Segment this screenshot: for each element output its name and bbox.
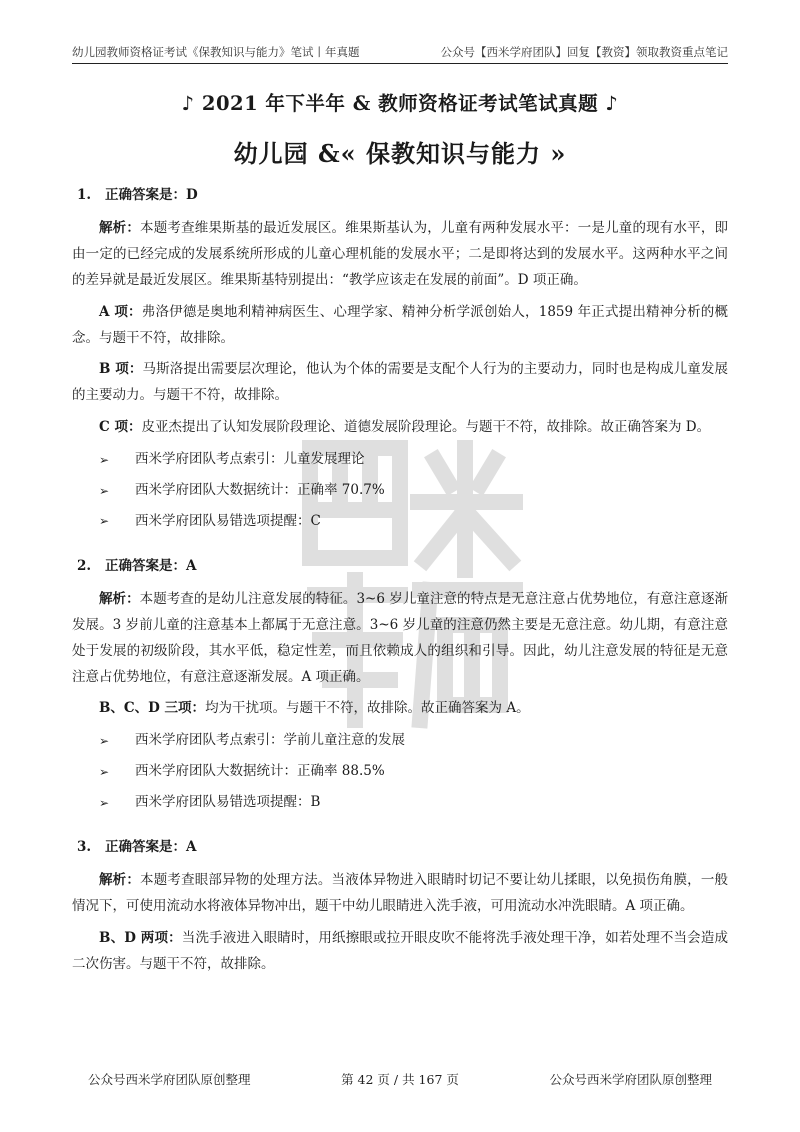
option-analysis bbox=[72, 415, 728, 441]
paragraph-lead: 解析： bbox=[99, 219, 141, 236]
answer-content bbox=[72, 183, 728, 984]
list-item bbox=[99, 509, 728, 535]
option-analysis bbox=[72, 926, 728, 978]
option-analysis bbox=[72, 357, 728, 409]
paragraph-lead: B 项： bbox=[99, 361, 143, 378]
page-footer bbox=[88, 1070, 712, 1088]
paragraph-lead: 解析： bbox=[99, 590, 140, 607]
arrowhead-icon: ➢ bbox=[99, 514, 110, 529]
list-item bbox=[99, 447, 728, 473]
page-number: 第 42 页 / 共 167 页 bbox=[341, 1072, 459, 1087]
subject-title: 幼儿园 &« 保教知识与能力 » bbox=[233, 139, 567, 168]
bullet-text: 西米学府团队大数据统计：正确率 88.5% bbox=[135, 763, 385, 780]
paragraph-text: 本题考查的是幼儿注意发展的特征。3~6 岁儿童注意的特点是无意注意占优势地位，有意注意逐渐发展。3 岁前儿童的注意基本上都属于无意注意。3~6 岁儿童的注意仍然主要是无意注意。幼儿期，有意注意处于发展的初级阶段，其水平低，稳定性差，而且依赖成人的组织和引导。因此，幼儿注意发展的特征是无意注意占优势地位，有意注意逐渐发展。A 项正确。 bbox=[72, 590, 729, 685]
paragraph-text: 当洗手液进入眼睛时，用纸擦眼或拉开眼皮吹不能将洗手液处理干净，如若处理不当会造成二次伤害。与题干不符，故排除。 bbox=[72, 929, 728, 972]
paragraph-lead: B、D 两项： bbox=[99, 929, 182, 946]
bullet-text: 西米学府团队大数据统计：正确率 70.7% bbox=[135, 482, 385, 499]
answer-heading bbox=[77, 835, 728, 861]
question-block bbox=[72, 554, 728, 816]
option-analysis bbox=[72, 300, 728, 352]
arrowhead-icon: ➢ bbox=[99, 764, 110, 779]
answer-key: 正确答案是：A bbox=[105, 839, 197, 856]
bullet-text: 西米学府团队考点索引：儿童发展理论 bbox=[135, 451, 365, 468]
arrowhead-icon: ➢ bbox=[99, 733, 110, 748]
bullet-text: 西米学府团队易错选项提醒：B bbox=[135, 794, 321, 811]
bullet-text: 西米学府团队易错选项提醒：C bbox=[135, 512, 321, 529]
answer-heading bbox=[77, 183, 728, 209]
header-right-text: 公众号【西米学府团队】回复【教资】领取教资重点笔记 bbox=[440, 45, 728, 59]
list-item bbox=[99, 728, 728, 754]
answer-heading bbox=[77, 554, 728, 580]
paragraph-text: 本题考查维果斯基的最近发展区。维果斯基认为，儿童有两种发展水平：一是儿童的现有水平，即由一定的已经完成的发展系统所形成的儿童心理机能的发展水平；二是即将达到的发展水平。这两种水平之间的差异就是最近发展区。维果斯基特别提出：“教学应该走在发展的前面”。D 项正确。 bbox=[72, 219, 729, 288]
header-left-text: 幼儿园教师资格证考试《保教知识与能力》笔试丨年真题 bbox=[72, 45, 360, 59]
arrowhead-icon: ➢ bbox=[99, 795, 110, 810]
paragraph-lead: C 项： bbox=[99, 419, 142, 436]
question-number: 1. bbox=[77, 187, 92, 203]
arrowhead-icon: ➢ bbox=[99, 452, 110, 467]
bullet-text: 西米学府团队考点索引：学前儿童注意的发展 bbox=[135, 732, 405, 749]
paragraph-text: 均为干扰项。与题干不符，故排除。故正确答案为 A。 bbox=[205, 700, 530, 717]
explanation-paragraph bbox=[72, 868, 728, 920]
document-title: ♪ 2021 年下半年 & 教师资格证考试笔试真题 ♪ bbox=[181, 92, 619, 115]
paragraph-lead: B、C、D 三项： bbox=[99, 700, 206, 717]
list-item bbox=[99, 790, 728, 816]
answer-key: 正确答案是：A bbox=[105, 557, 197, 574]
explanation-paragraph bbox=[72, 587, 728, 691]
paragraph-lead: A 项： bbox=[99, 303, 142, 320]
question-block bbox=[72, 183, 728, 535]
arrowhead-icon: ➢ bbox=[99, 483, 110, 498]
answer-key: 正确答案是：D bbox=[105, 187, 198, 203]
explanation-paragraph bbox=[72, 216, 728, 294]
list-item bbox=[99, 759, 728, 785]
question-number: 3. bbox=[77, 839, 92, 856]
paragraph-text: 皮亚杰提出了认知发展阶段理论、道德发展阶段理论。与题干不符，故排除。故正确答案为 D。 bbox=[141, 419, 711, 436]
page-header bbox=[72, 40, 728, 64]
paragraph-text: 马斯洛提出需要层次理论，他认为个体的需要是支配个人行为的主要动力，同时也是构成儿童发展的主要动力。与题干不符，故排除。 bbox=[72, 361, 728, 404]
footer-right-text: 公众号西米学府团队原创整理 bbox=[549, 1072, 712, 1087]
option-analysis bbox=[72, 696, 728, 722]
footer-left-text: 公众号西米学府团队原创整理 bbox=[88, 1072, 251, 1087]
question-number: 2. bbox=[77, 557, 92, 574]
paragraph-text: 弗洛伊德是奥地利精神病医生、心理学家、精神分析学派创始人，1859 年正式提出精神分析的概念。与题干不符，故排除。 bbox=[72, 303, 728, 346]
paragraph-lead: 解析： bbox=[99, 871, 141, 888]
question-block bbox=[72, 835, 728, 978]
paragraph-text: 本题考查眼部异物的处理方法。当液体异物进入眼睛时切记不要让幼儿揉眼，以免损伤角膜，一般情况下，可使用流动水将液体异物冲出，题干中幼儿眼睛进入洗手液，可用流动水冲洗眼睛。A 项正确。 bbox=[72, 871, 729, 914]
list-item bbox=[99, 478, 728, 504]
